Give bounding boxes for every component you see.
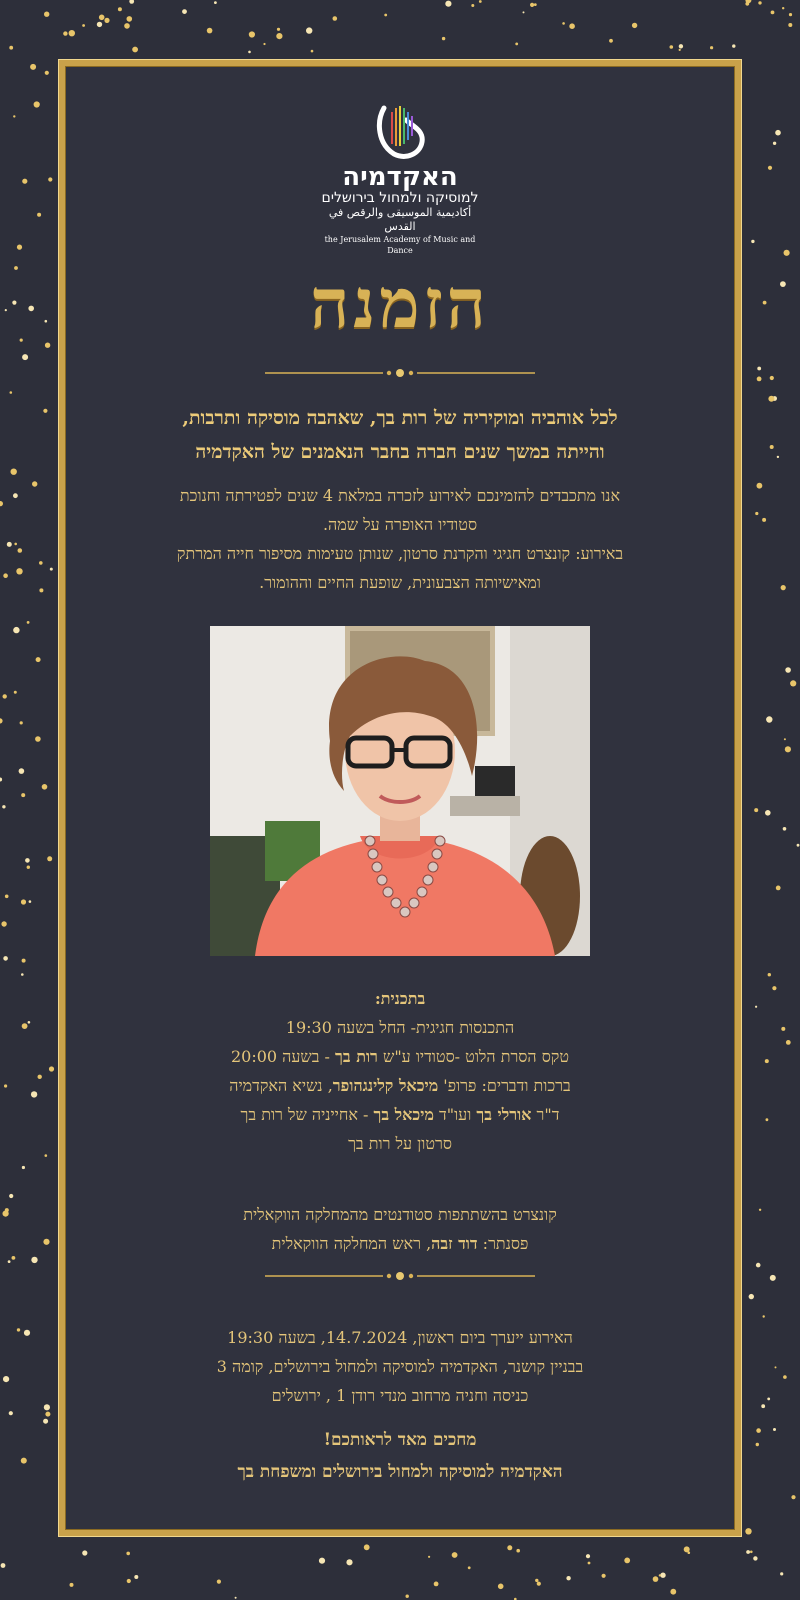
gold-dot xyxy=(118,7,122,11)
gold-dot xyxy=(754,808,758,812)
concert-text: , ראש המחלקה הווקאלית xyxy=(271,1234,432,1253)
gold-dot xyxy=(530,3,534,7)
gold-dot xyxy=(773,142,776,145)
gold-dot xyxy=(346,1559,352,1565)
intro-text xyxy=(85,401,715,469)
gold-dot xyxy=(45,320,48,323)
gold-dot xyxy=(762,518,766,522)
gold-dot xyxy=(434,1582,439,1587)
gold-dot xyxy=(50,568,53,571)
portrait-illustration xyxy=(210,626,590,956)
gold-dot xyxy=(11,469,17,475)
gold-dot xyxy=(319,1558,325,1564)
gold-dot xyxy=(14,543,17,546)
gold-dot xyxy=(42,784,48,790)
gold-dot xyxy=(22,179,27,184)
gold-dot xyxy=(781,1027,785,1031)
gold-dot xyxy=(757,483,763,489)
program-item xyxy=(85,1100,715,1129)
intro-line: לכל אוהביה ומוקיריה של רות בך, שאהבה מוסיקה ותרבות, xyxy=(182,407,618,429)
program-item xyxy=(85,1042,715,1071)
gold-dot xyxy=(442,37,445,40)
gold-dot xyxy=(624,1558,630,1564)
gold-dot xyxy=(311,50,314,53)
program-section xyxy=(85,984,715,1158)
gold-dot xyxy=(4,1084,7,1087)
gold-dot xyxy=(788,23,792,27)
gold-dot xyxy=(28,306,34,312)
gold-dot xyxy=(679,49,681,51)
event-description xyxy=(85,481,715,597)
gold-dot xyxy=(44,1404,50,1410)
ornament-divider xyxy=(265,1269,535,1283)
gold-dot xyxy=(765,810,771,816)
event-details xyxy=(85,1323,715,1410)
gold-dot xyxy=(97,22,102,27)
gold-dot xyxy=(757,367,761,371)
gold-dot xyxy=(756,1428,761,1433)
gold-dot xyxy=(49,1066,54,1071)
gold-dot xyxy=(759,1209,761,1211)
gold-dot xyxy=(35,736,41,742)
gold-dot xyxy=(9,1194,13,1198)
gold-dot xyxy=(445,1,451,7)
gold-dot xyxy=(276,33,282,39)
gold-dot xyxy=(48,177,52,181)
invitation-card xyxy=(59,60,741,1536)
gold-dot xyxy=(43,1239,49,1245)
gold-dot xyxy=(670,1589,676,1595)
gold-dot xyxy=(36,657,41,662)
gold-dot xyxy=(384,14,387,17)
gold-dot xyxy=(781,585,786,590)
gold-dot xyxy=(768,396,774,402)
gold-dot xyxy=(755,512,758,515)
gold-dot xyxy=(12,301,16,305)
gold-dot xyxy=(534,3,537,6)
gold-dot xyxy=(13,493,18,498)
gold-dot xyxy=(767,1398,770,1401)
gold-dot xyxy=(20,721,23,724)
gold-dot xyxy=(775,130,781,136)
details-line: בבניין קושנר, האקדמיה למוסיקה ולמחול בירושלים, קומה 3 xyxy=(216,1357,584,1376)
gold-dot xyxy=(63,31,67,35)
gold-dot xyxy=(776,886,781,891)
gold-dot xyxy=(566,1576,570,1580)
gold-dot xyxy=(43,1419,48,1424)
gold-dot xyxy=(22,1166,25,1169)
gold-dot xyxy=(13,115,15,117)
gold-dot xyxy=(753,1556,757,1560)
gold-dot xyxy=(749,1294,754,1299)
gold-dot xyxy=(70,1583,74,1587)
gold-dot xyxy=(126,1552,130,1556)
gold-dot xyxy=(5,309,7,311)
gold-dot xyxy=(249,31,255,37)
gold-dot xyxy=(12,1256,16,1260)
program-item: התכנסות חגיגית- החל בשעה 19:30 xyxy=(285,1018,515,1037)
gold-dot xyxy=(670,45,674,49)
concert-line xyxy=(85,1229,715,1258)
program-item: סרטון על רות בך xyxy=(348,1134,452,1153)
gold-dot xyxy=(17,245,22,250)
gold-dot xyxy=(1,921,6,926)
gold-dot xyxy=(18,548,23,553)
gold-dot xyxy=(537,1582,541,1586)
gold-dot xyxy=(2,805,5,808)
gold-dot xyxy=(47,856,52,861)
closing-line: מחכים מאד לראותכם! xyxy=(323,1430,477,1450)
gold-dot xyxy=(780,1572,783,1575)
gold-dot xyxy=(14,266,18,270)
program-name: רות בך xyxy=(335,1047,378,1066)
gold-dot xyxy=(785,667,791,673)
gold-dot xyxy=(21,973,24,976)
gold-dot xyxy=(3,956,8,961)
gold-dot xyxy=(763,1315,765,1317)
gold-dot xyxy=(3,1376,9,1382)
logo-name-arabic: أكاديمية الموسيقى والرقص في القدس xyxy=(328,206,472,233)
gold-dot xyxy=(789,13,792,16)
gold-dot xyxy=(24,1330,30,1336)
gold-dot xyxy=(609,39,613,43)
gold-dot xyxy=(479,0,482,3)
gold-dot xyxy=(132,47,138,53)
gold-dot xyxy=(785,746,791,752)
details-line: האירוע ייערך ביום ראשון, 14.7.2024, בשעה 19:30 xyxy=(227,1328,573,1347)
gold-dot xyxy=(182,9,187,14)
gold-dot xyxy=(602,1574,606,1578)
gold-dot xyxy=(207,28,213,34)
gold-dot xyxy=(82,24,85,27)
gold-dot xyxy=(766,716,772,722)
gold-dot xyxy=(5,895,9,899)
gold-dot xyxy=(771,11,775,15)
gold-dot xyxy=(8,1260,11,1263)
gold-dot xyxy=(515,43,518,46)
gold-dot xyxy=(791,1495,795,1499)
description-line: באירוע: קונצרט חגיגי והקרנת סרטון, שנותן טעימות מסיפור חייה המרתק xyxy=(176,544,624,563)
gold-dot xyxy=(32,481,37,486)
program-item xyxy=(85,1071,715,1100)
gold-dot xyxy=(364,1544,370,1550)
gold-dot xyxy=(16,568,22,574)
gold-dot xyxy=(452,1552,458,1558)
gold-dot xyxy=(69,30,75,36)
program-text: - אחייניה של רות בך xyxy=(240,1105,374,1124)
gold-dot xyxy=(763,301,767,305)
gold-dot xyxy=(775,1366,777,1368)
program-name: מיכאל קלינגהופר xyxy=(332,1076,439,1095)
gold-dot xyxy=(27,866,30,869)
program-heading: בתכנית: xyxy=(374,989,426,1008)
gold-dot xyxy=(1,1563,6,1568)
gold-dot xyxy=(797,844,800,847)
gold-dot xyxy=(134,1575,138,1579)
description-line: אנו מתכבדים להזמינכם לאירוע לזכרה במלאת 4 שנים לפטירתה וחנוכת xyxy=(179,486,621,505)
description-line: סטודיו האופרה על שמה. xyxy=(322,515,478,534)
gold-dot xyxy=(535,1579,538,1582)
gold-dot xyxy=(14,691,17,694)
gold-dot xyxy=(688,1551,691,1554)
gold-dot xyxy=(7,542,12,547)
gold-dot xyxy=(333,16,338,21)
gold-dot xyxy=(428,1556,430,1558)
logo-name-english: the Jerusalem Academy of Music and Dance xyxy=(324,235,476,255)
gold-dot xyxy=(770,376,774,380)
gold-dot xyxy=(3,573,8,578)
gold-dot xyxy=(39,588,43,592)
program-text: ועו"ד xyxy=(433,1105,477,1124)
gold-dot xyxy=(22,1023,28,1029)
gold-dot xyxy=(3,1211,9,1217)
gold-dot xyxy=(28,1021,31,1024)
gold-dot xyxy=(756,1443,759,1446)
gold-dot xyxy=(214,1,217,4)
gold-dot xyxy=(562,22,565,25)
program-text: ברכות ודברים: פרופ' xyxy=(438,1076,571,1095)
logo-name-hebrew: האקדמיה xyxy=(342,162,458,192)
gold-dot xyxy=(507,1545,512,1550)
gold-dot xyxy=(19,768,25,774)
closing-text xyxy=(85,1424,715,1488)
program-name: אורלי בך xyxy=(476,1105,532,1124)
gold-dot xyxy=(44,12,49,17)
gold-dot xyxy=(124,23,130,29)
gold-dot xyxy=(777,456,779,458)
gold-dot xyxy=(17,1328,20,1331)
gold-dot xyxy=(784,250,790,256)
ornament-divider xyxy=(265,366,535,380)
concert-text: פסנתר: xyxy=(477,1234,529,1253)
gold-dot xyxy=(0,718,3,723)
gold-dot xyxy=(770,445,774,449)
gold-dot xyxy=(9,1411,13,1415)
gold-dot xyxy=(756,1263,761,1268)
gold-dot xyxy=(277,28,280,31)
gold-dot xyxy=(34,101,40,107)
program-name: מיכאל בך xyxy=(373,1105,434,1124)
gold-dot xyxy=(9,46,13,50)
gold-dot xyxy=(757,377,762,382)
gold-dot xyxy=(45,343,50,348)
gold-dot xyxy=(82,1550,87,1555)
gold-dot xyxy=(45,1154,48,1157)
gold-dot xyxy=(758,1,761,4)
gold-dot xyxy=(761,1404,765,1408)
invitation-title: הזמנה xyxy=(310,264,490,344)
gold-dot xyxy=(22,354,28,360)
gold-dot xyxy=(29,900,32,903)
gold-dot xyxy=(755,1006,757,1008)
program-text: ד"ר xyxy=(531,1105,560,1124)
logo-subtitle-hebrew: למוסיקה ולמחול בירושלים xyxy=(321,190,479,206)
description-line: ומאישיותה הצבעונית, שופעת החיים וההומור. xyxy=(259,573,541,592)
gold-dot xyxy=(22,959,26,963)
gold-dot xyxy=(732,44,735,47)
details-line: כניסה וחניה מרחוב מנדי רודן 1 , ירושלים xyxy=(271,1386,529,1405)
concert-line: קונצרט בהשתתפות סטודנטים מהמחלקה הווקאלית xyxy=(243,1205,557,1224)
gold-dot xyxy=(710,46,713,49)
gold-dot xyxy=(99,14,105,20)
gold-dot xyxy=(750,1551,753,1554)
gold-dot xyxy=(471,4,474,7)
gold-dot xyxy=(306,27,312,33)
gold-dot xyxy=(127,1579,131,1583)
gold-dot xyxy=(21,1458,27,1464)
gold-dot xyxy=(248,51,251,54)
gold-dot xyxy=(679,44,683,48)
academy-logo xyxy=(315,100,485,256)
gold-dot xyxy=(782,7,784,9)
gold-dot xyxy=(745,1528,751,1534)
gold-dot xyxy=(468,1566,471,1569)
gold-dot xyxy=(2,694,6,698)
gold-dot xyxy=(0,778,2,782)
gold-dot xyxy=(569,23,575,29)
gold-dot xyxy=(31,1091,37,1097)
gold-dot xyxy=(746,1550,750,1554)
portrait-photo xyxy=(210,626,590,956)
gold-dot xyxy=(21,899,26,904)
closing-line: האקדמיה למוסיקה ולמחול בירושלים ומשפחת בך xyxy=(237,1462,563,1482)
gold-dot xyxy=(786,1040,791,1045)
gold-dot xyxy=(127,16,133,22)
gold-dot xyxy=(783,1375,787,1379)
gold-dot xyxy=(659,1574,661,1576)
gold-dot xyxy=(30,64,36,70)
gold-dot xyxy=(516,1549,520,1553)
intro-line: והייתה במשך שנים חברה בחבר הנאמנים של האקדמיה xyxy=(195,441,605,463)
gold-dot xyxy=(43,409,47,413)
gold-dot xyxy=(784,738,786,740)
gold-dot xyxy=(45,1412,50,1417)
gold-dot xyxy=(653,1576,659,1582)
gold-dot xyxy=(588,1562,591,1565)
gold-dot xyxy=(37,213,41,217)
gold-dot xyxy=(765,1059,769,1063)
concert-section xyxy=(85,1200,715,1258)
gold-dot xyxy=(498,1584,504,1590)
gold-dot xyxy=(45,71,49,75)
gold-dot xyxy=(632,23,637,28)
gold-dot xyxy=(586,1554,590,1558)
pianist-name: דוד זבה xyxy=(431,1234,478,1253)
program-text: , נשיא האקדמיה xyxy=(229,1076,333,1095)
gold-dot xyxy=(31,1257,37,1263)
gold-dot xyxy=(10,391,13,394)
gold-dot xyxy=(768,973,771,976)
gold-dot xyxy=(0,501,3,506)
gold-dot xyxy=(660,1573,665,1578)
gold-dot xyxy=(773,1428,776,1431)
gold-dot xyxy=(406,1595,409,1598)
gold-dot xyxy=(263,43,265,45)
gold-dot xyxy=(751,240,754,243)
gold-dot xyxy=(13,627,19,633)
gold-dot xyxy=(39,561,43,565)
gold-dot xyxy=(129,0,134,4)
gold-dot xyxy=(790,680,796,686)
harp-logo-icon xyxy=(370,100,430,162)
gold-dot xyxy=(25,858,30,863)
gold-dot xyxy=(217,1580,221,1584)
gold-dot xyxy=(770,1275,776,1281)
gold-dot xyxy=(783,827,787,831)
gold-dot xyxy=(21,793,25,797)
gold-dot xyxy=(523,11,525,13)
program-text: טקס הסרת הלוט -סטודיו ע"ש xyxy=(377,1047,570,1066)
gold-dot xyxy=(235,1597,237,1599)
gold-dot xyxy=(766,1118,769,1121)
gold-dot xyxy=(772,986,776,990)
program-text: - בשעה 20:00 xyxy=(230,1047,336,1066)
gold-dot xyxy=(20,339,23,342)
gold-dot xyxy=(768,166,772,170)
gold-dot xyxy=(104,18,109,23)
gold-dot xyxy=(38,1075,42,1079)
gold-dot xyxy=(780,281,786,287)
gold-dot xyxy=(27,621,30,624)
